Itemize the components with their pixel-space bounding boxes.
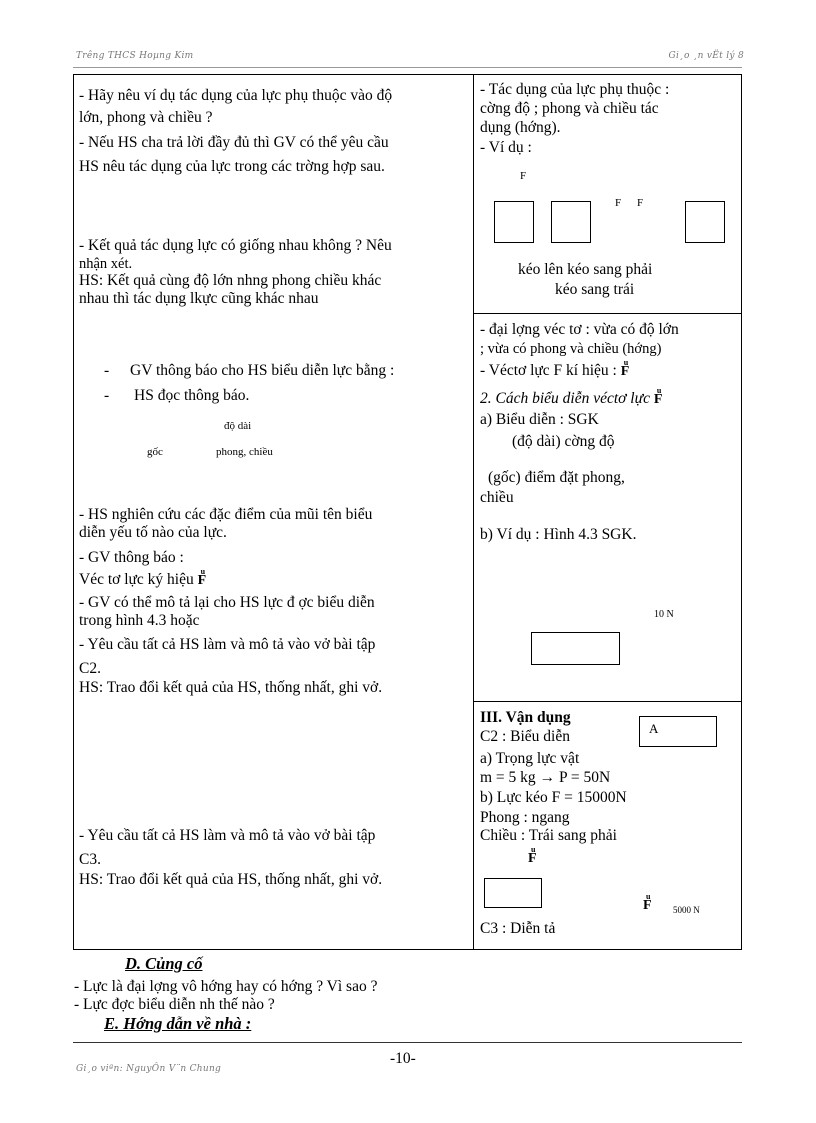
column-divider — [473, 75, 474, 949]
left-bullet-2: HS đọc thông báo. — [134, 387, 250, 404]
review-question-1: - Lực là đại lợng vô hớng hay có hớng ? Vì sao ? — [74, 978, 378, 995]
fig1-label-F-right: F — [615, 197, 622, 209]
fig1-caption-2: kéo sang trái — [555, 281, 635, 298]
box-pull-right — [551, 201, 591, 243]
left-p12: HS: Trao đổi kết quả của HS, thống nhất, ghi vở. — [79, 871, 383, 888]
left-p3-line1: - Kết quả tác dụng lực có giống nhau không ? Nêu — [79, 237, 392, 254]
arrow-length-label: độ dài — [224, 420, 252, 432]
header-rule — [73, 67, 742, 68]
vector-F-glyph-4: u F — [528, 850, 537, 868]
page-number: -10- — [390, 1050, 416, 1067]
section-d-title: D. Củng cố — [125, 954, 203, 973]
box-pull-up — [494, 201, 534, 243]
right-row-divider — [473, 313, 741, 314]
fig1-caption-1: kéo lên kéo sang phải — [518, 261, 653, 278]
lesson-table — [73, 74, 742, 950]
right-r15: b) Lực kéo F = 15000N — [480, 789, 627, 806]
left-p8-line2: trong hình 4.3 hoặc — [79, 612, 200, 629]
left-p11-line1: - Yêu cầu tất cả HS làm và mô tả vào vở bài tập — [79, 827, 376, 844]
fig1-label-F-left: F — [637, 197, 644, 209]
fig2-box — [531, 632, 620, 665]
left-p1-line1: - Hãy nêu ví dụ tác dụng của lực phụ thuộc vào độ — [79, 87, 393, 104]
right-r4-text: - Véctơ lực F kí hiệu : — [480, 362, 617, 379]
left-p4-line1: HS: Kết quả cùng độ lớn nhng phong chiều khác — [79, 272, 382, 289]
bullet-dash-1: - — [104, 362, 110, 379]
section-e-title: E. Hớng dẫn về nhà : — [104, 1014, 252, 1033]
right-r3-line2: ; vừa có phong và chiều (hớng) — [480, 341, 662, 357]
box-pull-left — [685, 201, 725, 243]
left-p5-line1: - HS nghiên cứu các đặc điểm của mũi tên biểu — [79, 506, 373, 523]
left-p9-line1: - Yêu cầu tất cả HS làm và mô tả vào vở bài tập — [79, 636, 376, 653]
right-r10: b) Ví dụ : Hình 4.3 SGK. — [480, 526, 637, 543]
vector-F-symbol-4 — [528, 849, 537, 868]
vector-F-glyph-5: u F — [643, 897, 652, 915]
right-r5 — [480, 390, 662, 409]
fig4-scale-label: 5000 N — [673, 905, 700, 915]
left-bullet-1: GV thông báo cho HS biểu diễn lực bằng : — [130, 362, 395, 379]
left-p4-line2: nhau thì tác dụng lkực cũng khác nhau — [79, 290, 319, 307]
vector-F-symbol-5 — [643, 896, 652, 915]
left-p1-line2: lớn, phong và chiều ? — [79, 109, 213, 126]
right-r14-weight: P = 50N — [558, 769, 611, 786]
header-school: Trêng THCS Hoµng Kim — [76, 51, 194, 61]
right-r12: C2 : Biểu diễn — [480, 728, 570, 745]
right-r11: III. Vận dụng — [480, 709, 571, 726]
right-r2: - Ví dụ : — [480, 139, 532, 156]
right-r1-line2: cờng độ ; phong và chiều tác — [480, 100, 659, 117]
footer-rule — [73, 1042, 742, 1043]
right-r7: (độ dài) cờng độ — [512, 433, 615, 450]
review-question-2: - Lực đợc biểu diễn nh thế nào ? — [74, 996, 275, 1013]
arrow-origin-label: gốc — [147, 446, 163, 458]
arrow-direction-label: phong, chiều — [216, 446, 273, 458]
right-r17: Chiều : Trái sang phải — [480, 827, 617, 844]
header-subject: Gi¸o ¸n vËt lý 8 — [668, 51, 744, 61]
left-p7 — [79, 571, 206, 590]
left-p5-line2: diễn yếu tố nào của lực. — [79, 524, 227, 541]
fig2-scale-label: 10 N — [654, 609, 674, 620]
left-p3-line2: nhận xét. — [79, 256, 133, 272]
vector-F-symbol: u F — [198, 572, 207, 590]
right-r6: a) Biểu diễn : SGK — [480, 411, 599, 428]
right-r14-mass: m = 5 kg — [480, 769, 536, 786]
left-p10: HS: Trao đổi kết quả của HS, thống nhất, ghi vở. — [79, 679, 383, 696]
right-r16: Phong : ngang — [480, 809, 570, 826]
vector-F-symbol-3: u F — [654, 391, 663, 409]
fig1-label-F-up: F — [520, 170, 527, 182]
right-r9: chiều — [480, 489, 514, 506]
left-p7-text: Véc tơ lực ký hiệu — [79, 571, 194, 588]
right-r4 — [480, 362, 629, 381]
right-r8: (gốc) điểm đặt phong, — [488, 469, 625, 486]
left-p2-line1: - Nếu HS cha trả lời đầy đủ thì GV có thể yêu cầu — [79, 134, 389, 151]
right-r3-line1: - đại lợng véc tơ : vừa có độ lớn — [480, 321, 679, 338]
left-p8-line1: - GV có thể mô tả lại cho HS lực đ ợc biểu diễn — [79, 594, 375, 611]
vector-F-symbol-2: u F — [621, 363, 630, 381]
fig3-label-A: A — [649, 721, 659, 736]
right-r18: C3 : Diễn tả — [480, 920, 556, 937]
right-r13: a) Trọng lực vật — [480, 750, 580, 767]
implies-arrow-icon: → — [539, 769, 556, 786]
left-p2-line2: HS nêu tác dụng của lực trong các trờng hợp sau. — [79, 158, 385, 175]
right-r1-line1: - Tác dụng của lực phụ thuộc : — [480, 81, 670, 98]
right-r14 — [480, 769, 610, 787]
right-row-divider-2 — [473, 701, 741, 702]
footer-teacher: Gi¸o viªn: NguyÔn V¨n Chung — [76, 1064, 222, 1074]
right-r1-line3: dụng (hớng). — [480, 119, 561, 136]
left-p9-line2: C2. — [79, 660, 101, 677]
right-r5-text: 2. Cách biểu diễn véctơ lực — [480, 390, 650, 407]
left-p6: - GV thông báo : — [79, 549, 184, 566]
bullet-dash-2: - — [104, 387, 110, 404]
left-p11-line2: C3. — [79, 851, 101, 868]
